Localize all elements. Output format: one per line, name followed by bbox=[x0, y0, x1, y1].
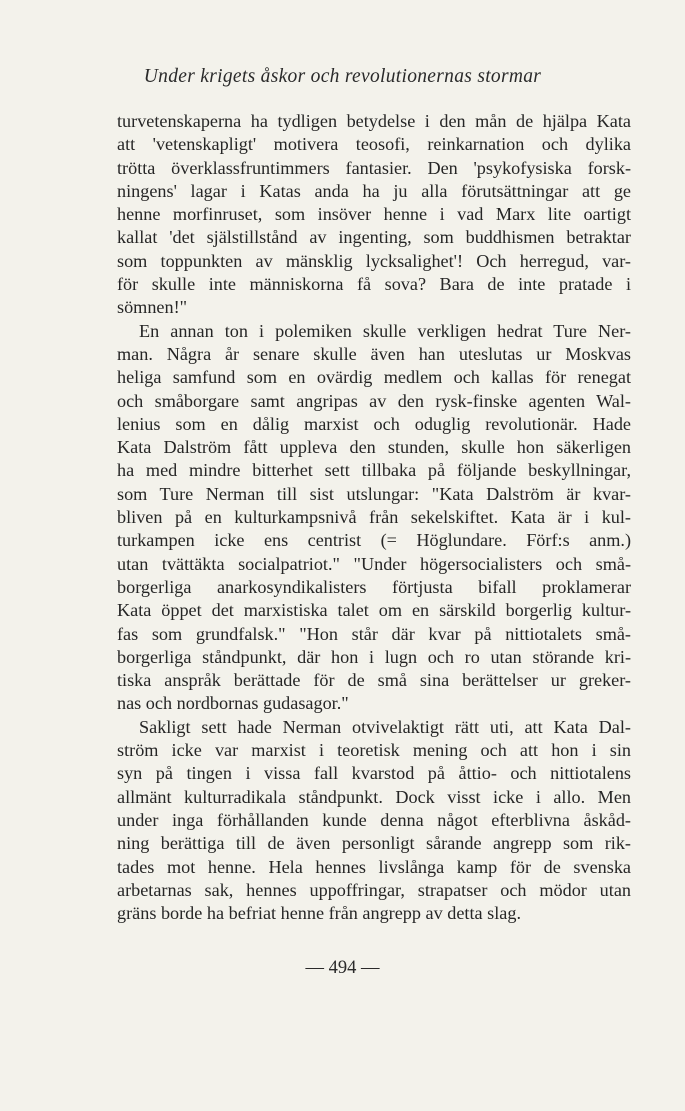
text-line: syn på tingen i vissa fall kvarstod på åttio- och nittiotalens bbox=[117, 763, 631, 784]
body-text bbox=[117, 110, 631, 925]
text-line: utan tvättäkta socialpatriot." "Under högersocialisters och små- bbox=[117, 553, 631, 574]
text-line: sömnen!" bbox=[117, 297, 188, 318]
text-line: tiska anspråk berättade för de små sina berättelser ur greker- bbox=[117, 670, 631, 691]
text-line: gräns borde ha befriat henne från angrepp av detta slag. bbox=[117, 903, 521, 924]
text-line: Sakligt sett hade Nerman otvivelaktigt rätt uti, att Kata Dal- bbox=[139, 716, 631, 737]
text-line: Kata Dalström fått uppleva den stunden, skulle hon säkerligen bbox=[117, 437, 631, 458]
text-line: arbetarnas sak, hennes uppoffringar, strapatser och mödor utan bbox=[117, 879, 631, 900]
text-line: borgerliga anarkosyndikalisters förtjusta bifall proklamerar bbox=[117, 576, 631, 597]
text-line: turvetenskaperna ha tydligen betydelse i den mån de hjälpa Kata bbox=[117, 111, 631, 131]
text-line: kallat 'det själstillstånd av ingenting, som buddhismen betraktar bbox=[117, 227, 631, 248]
text-line: att 'vetenskapligt' motivera teosofi, reinkarnation och dylika bbox=[117, 134, 631, 155]
page-number: — 494 — bbox=[305, 958, 380, 978]
text-line: och småborgare samt angripas av den rysk-finske agenten Wal- bbox=[117, 390, 631, 411]
text-line: man. Några år senare skulle även han uteslutas ur Moskvas bbox=[117, 343, 631, 364]
text-line: under inga förhållanden kunde denna något efterblivna åskåd- bbox=[117, 809, 631, 830]
text-line: ning berättiga till de även personligt sårande angrepp som rik- bbox=[117, 833, 631, 854]
text-line: för skulle inte människorna få sova? Bara de inte pratade i bbox=[117, 274, 631, 295]
text-line: som toppunkten av mänsklig lycksalighet'! Och herregud, var- bbox=[117, 250, 631, 271]
text-line: fas som grundfalsk." "Hon står där kvar på nittiotalets små- bbox=[117, 623, 631, 644]
text-line: henne morfinruset, som insöver henne i vad Marx lite oartigt bbox=[117, 204, 631, 225]
text-line: En annan ton i polemiken skulle verkligen hedrat Ture Ner- bbox=[139, 320, 631, 341]
text-line: nas och nordbornas gudasagor." bbox=[117, 693, 349, 714]
text-line: tades mot henne. Hela hennes livslånga kamp för de svenska bbox=[117, 856, 631, 877]
text-line: turkampen icke ens centrist (= Höglundare. Förf:s anm.) bbox=[117, 530, 631, 551]
text-line: som Ture Nerman till sist utslungar: "Kata Dalström är kvar- bbox=[117, 483, 631, 504]
running-head: Under krigets åskor och revolutionernas stormar bbox=[143, 66, 542, 87]
text-line: allmänt kulturradikala ståndpunkt. Dock visst icke i allo. Men bbox=[117, 786, 631, 807]
text-line: trötta överklassfruntimmers fantasier. Den 'psykofysiska forsk- bbox=[117, 157, 631, 178]
text-line: ström icke var marxist i teoretisk mening och att hon i sin bbox=[117, 740, 631, 761]
text-line: bliven på en kulturkampsnivå från sekelskiftet. Kata är i kul- bbox=[117, 507, 631, 528]
text-line: Kata öppet det marxistiska talet om en särskild borgerlig kultur- bbox=[117, 600, 631, 621]
text-line: lenius som en dålig marxist och oduglig revolutionär. Hade bbox=[117, 413, 631, 434]
text-line: ningens' lagar i Katas anda ha ju alla förutsättningar att ge bbox=[117, 180, 631, 201]
text-line: ha med mindre bitterhet sett tillbaka på följande beskyllningar, bbox=[117, 460, 631, 481]
text-line: heliga samfund som en ovärdig medlem och kallas för renegat bbox=[117, 367, 631, 388]
text-line: borgerliga ståndpunkt, där hon i lugn och ro utan störande kri- bbox=[117, 646, 631, 667]
